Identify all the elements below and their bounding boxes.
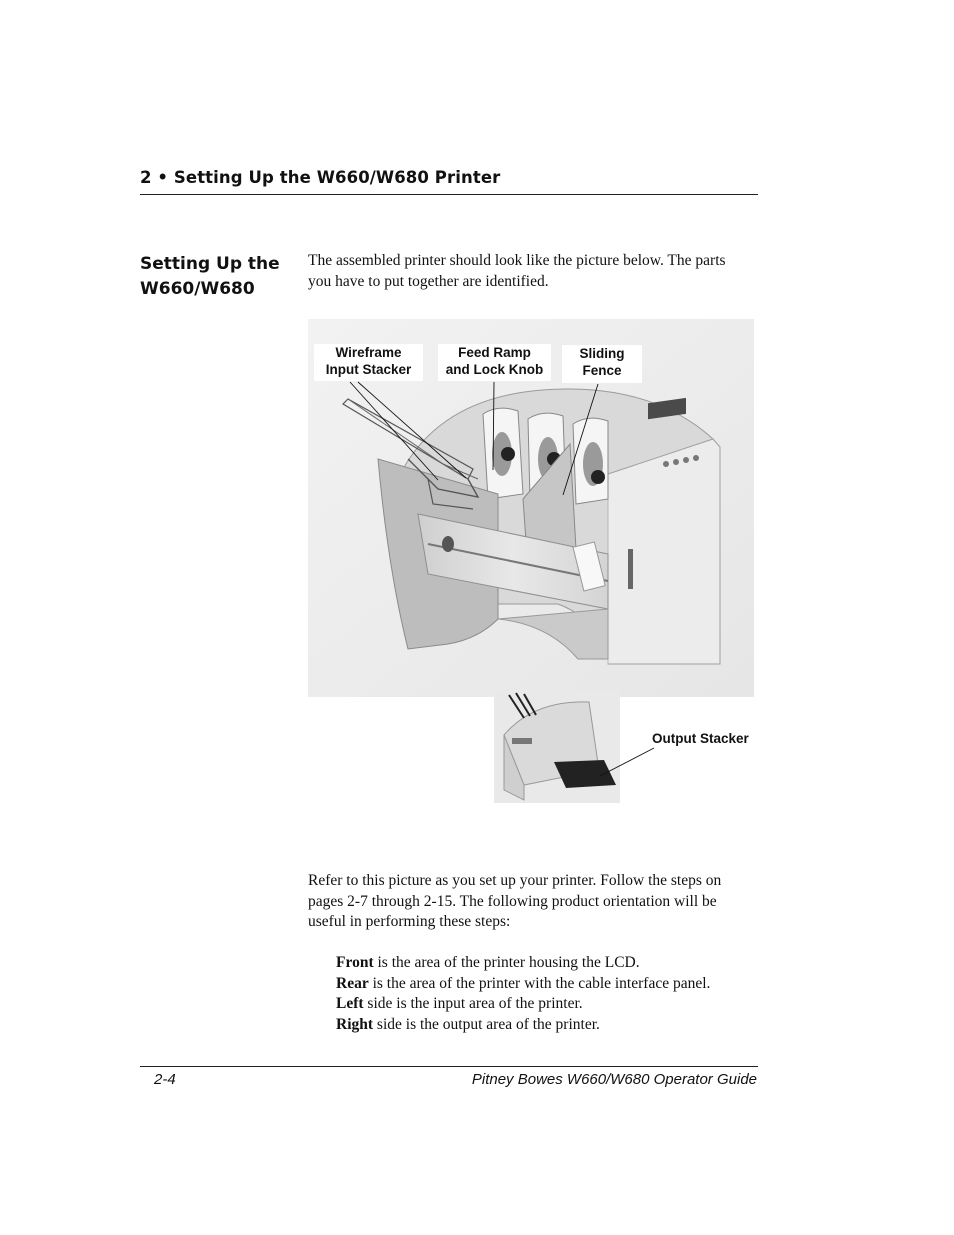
callout-wireframe-line2: Input Stacker — [325, 362, 412, 377]
callout-feed-ramp — [438, 344, 551, 381]
callout-output-stacker: Output Stacker — [652, 731, 749, 746]
section-heading-line2: W660/W680 — [140, 279, 255, 299]
refer-paragraph: Refer to this picture as you set up your printer. Follow the steps on pages 2-7 through 2-15. The following product orientation will be useful in performing these steps: — [308, 872, 722, 930]
callout-sliding-fence — [562, 345, 642, 383]
orientation-term: Right — [336, 1015, 374, 1033]
orientation-desc: side is the input area of the printer. — [363, 995, 583, 1013]
orientation-term: Front — [336, 954, 374, 971]
orientation-term: Rear — [336, 974, 369, 992]
callout-fence-line1: Sliding — [579, 346, 625, 361]
orientation-term: Left — [336, 995, 364, 1013]
callout-wireframe-input-stacker — [314, 344, 423, 381]
footer-guide-title: Pitney Bowes W660/W680 Operator Guide — [471, 1071, 757, 1088]
callout-wireframe-line1: Wireframe — [335, 345, 402, 360]
callout-feed-line2: and Lock Knob — [445, 362, 544, 377]
intro-paragraph: The assembled printer should look like the picture below. The parts you have to put together are identified. — [308, 252, 726, 290]
section-heading-line1: Setting Up the — [140, 254, 280, 274]
orientation-desc: is the area of the printer housing the LCD. — [373, 954, 640, 971]
orientation-item — [336, 1015, 756, 1036]
orientation-list — [336, 953, 756, 1035]
page-header-title: 2 • Setting Up the W660/W680 Printer — [140, 168, 501, 187]
orientation-desc: side is the output area of the printer. — [373, 1015, 600, 1033]
orientation-item — [336, 974, 756, 995]
callout-feed-line1: Feed Ramp — [458, 345, 531, 360]
footer-rule — [140, 1066, 758, 1067]
callout-fence-line2: Fence — [582, 363, 622, 378]
orientation-item — [336, 953, 756, 974]
section-heading — [140, 252, 300, 302]
header-rule — [140, 194, 758, 195]
footer-page-number: 2-4 — [154, 1071, 176, 1088]
orientation-item — [336, 994, 756, 1015]
orientation-desc: is the area of the printer with the cable interface panel. — [368, 974, 711, 992]
output-stacker-photo — [494, 690, 620, 803]
